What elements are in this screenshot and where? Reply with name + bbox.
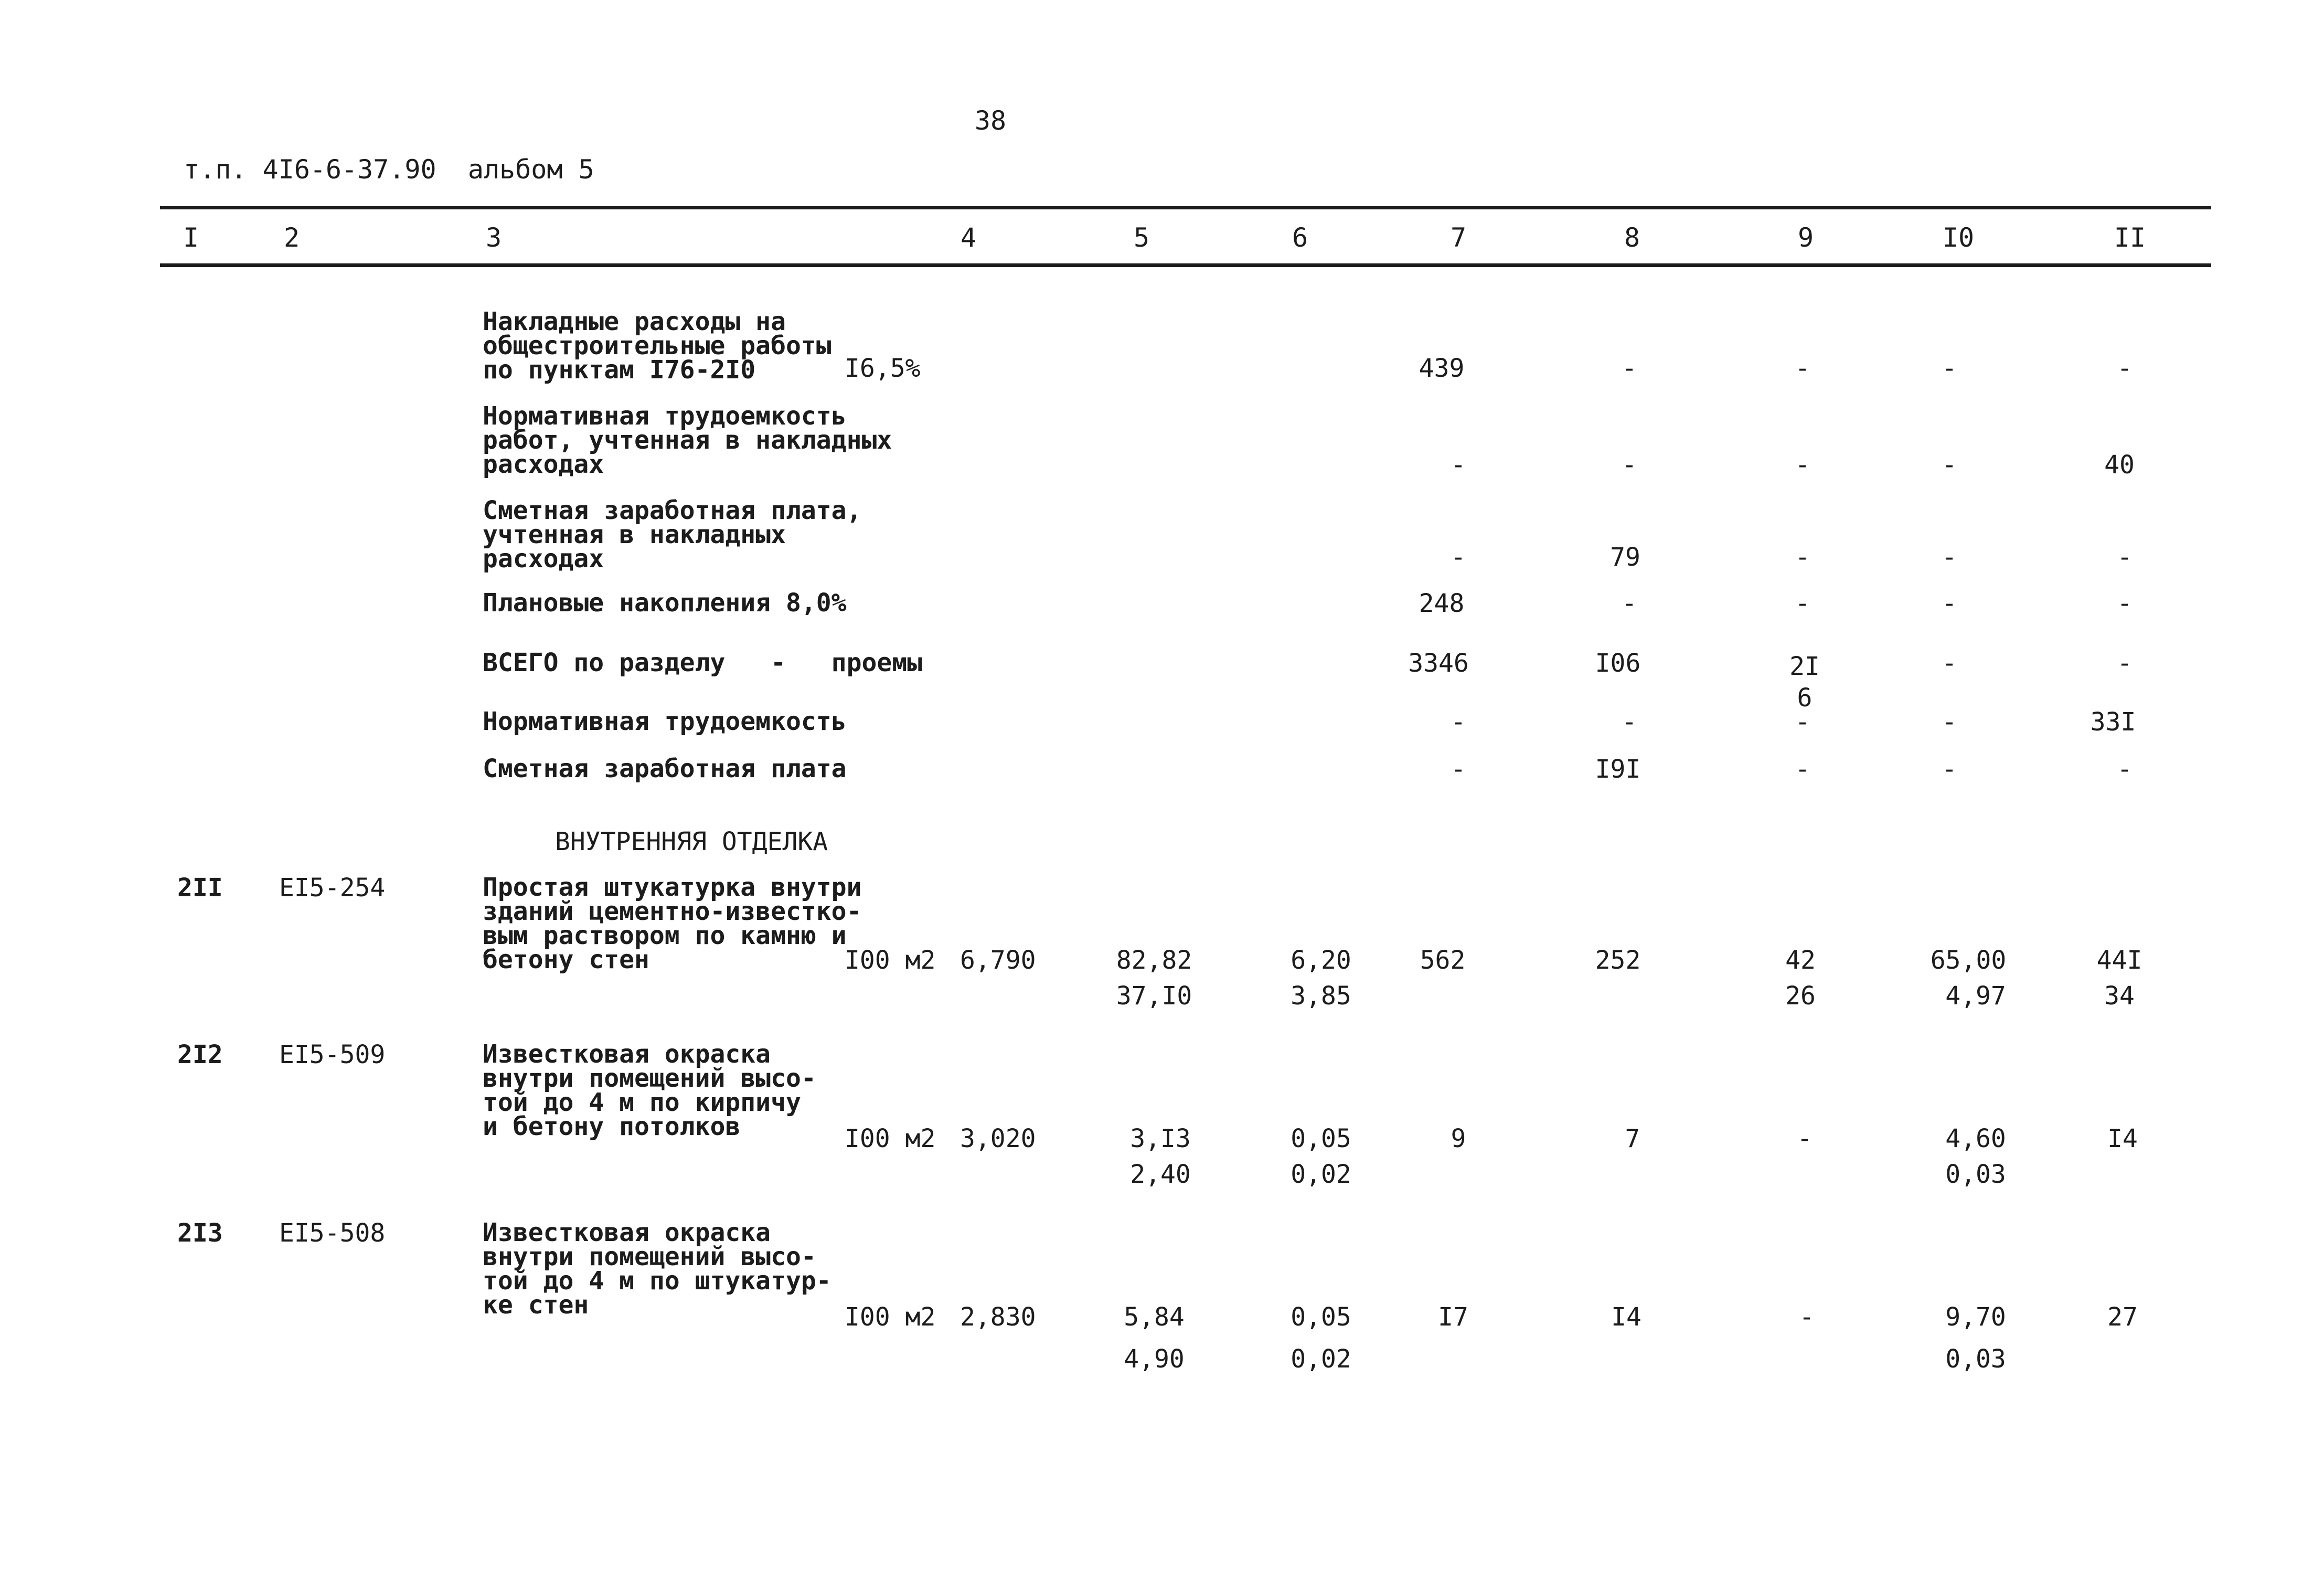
cell-col7: I7 bbox=[1438, 1302, 1468, 1332]
row-label: Нормативная трудоемкость bbox=[483, 707, 847, 736]
cell-col9: 42 bbox=[1785, 946, 1816, 975]
cell-col11: - bbox=[2117, 755, 2133, 784]
column-header: 2 bbox=[283, 222, 300, 253]
cell-col8: 79 bbox=[1610, 543, 1640, 572]
column-header: 6 bbox=[1292, 222, 1308, 253]
item-number: 2I2 bbox=[177, 1040, 223, 1069]
item-code: EI5-254 bbox=[279, 873, 386, 903]
cell-col6-sub: 0,02 bbox=[1291, 1160, 1351, 1189]
row-label: Сметная заработная плата, учтенная в накладных расходах bbox=[483, 496, 862, 574]
section-title: ВНУТРЕННЯЯ ОТДЕЛКА bbox=[555, 827, 828, 856]
cell-col9: - bbox=[1795, 543, 1810, 572]
cell-col11: I4 bbox=[2107, 1124, 2138, 1153]
item-unit: I00 м2 bbox=[845, 1302, 936, 1332]
cell-col7: - bbox=[1451, 450, 1466, 480]
cell-col5: 82,82 bbox=[1116, 946, 1192, 975]
cell-col6-sub: 3,85 bbox=[1291, 981, 1351, 1011]
header-bottom-rule bbox=[160, 263, 2211, 267]
cell-col8: I06 bbox=[1595, 649, 1641, 678]
column-header: 9 bbox=[1797, 222, 1814, 253]
row-label: Нормативная трудоемкость работ, учтенная в накладных расходах bbox=[483, 401, 892, 479]
cell-col10-sub: 0,03 bbox=[1945, 1160, 2006, 1189]
cell-col11: 27 bbox=[2107, 1302, 2138, 1332]
column-header: I bbox=[183, 222, 199, 253]
cell-col7: - bbox=[1451, 755, 1466, 784]
cell-col10: 65,00 bbox=[1930, 946, 2007, 975]
cell-col6-sub: 0,02 bbox=[1291, 1344, 1351, 1374]
column-header: 8 bbox=[1624, 222, 1640, 253]
cell-col8: I4 bbox=[1611, 1302, 1641, 1332]
cell-col11: - bbox=[2117, 649, 2133, 678]
cell-col9: - bbox=[1795, 450, 1810, 480]
cell-col7: - bbox=[1451, 707, 1466, 737]
cell-col5-sub: 4,90 bbox=[1124, 1344, 1185, 1374]
cell-col10-sub: 0,03 bbox=[1945, 1344, 2006, 1374]
cell-col5-sub: 37,I0 bbox=[1116, 981, 1192, 1011]
cell-col8: I9I bbox=[1595, 755, 1641, 784]
cell-col8: 7 bbox=[1625, 1124, 1640, 1153]
column-header: 4 bbox=[960, 222, 977, 253]
cell-col11-sub: 34 bbox=[2104, 981, 2135, 1011]
cell-col7: 3346 bbox=[1408, 649, 1469, 678]
cell-col11: 40 bbox=[2104, 450, 2135, 480]
cell-col10: - bbox=[1942, 589, 1957, 618]
cell-col9: - bbox=[1799, 1302, 1815, 1332]
cell-col9: - bbox=[1795, 707, 1810, 737]
item-unit: I00 м2 bbox=[845, 1124, 936, 1153]
cell-col11: 44I bbox=[2096, 946, 2142, 975]
item-number: 2II bbox=[177, 873, 223, 903]
document-reference: т.п. 4I6-6-37.90 альбом 5 bbox=[184, 154, 594, 185]
column-header: 3 bbox=[485, 222, 502, 253]
cell-col10: 9,70 bbox=[1945, 1302, 2006, 1332]
cell-col9: - bbox=[1795, 755, 1810, 784]
item-quantity: 6,790 bbox=[960, 946, 1036, 975]
page-number: 38 bbox=[974, 105, 1007, 136]
cell-col10: - bbox=[1942, 543, 1957, 572]
cell-col5-sub: 2,40 bbox=[1130, 1160, 1191, 1189]
cell-col10: - bbox=[1942, 450, 1957, 480]
cell-col11: - bbox=[2117, 543, 2133, 572]
cell-col6: 0,05 bbox=[1291, 1124, 1351, 1153]
cell-col8: 252 bbox=[1595, 946, 1641, 975]
cell-col9: 2I 6 bbox=[1789, 652, 1820, 713]
cell-col7: 248 bbox=[1419, 589, 1465, 618]
item-code: EI5-509 bbox=[279, 1040, 386, 1069]
cell-col8: - bbox=[1622, 589, 1637, 618]
row-label: Сметная заработная плата bbox=[483, 754, 847, 783]
cell-col10: - bbox=[1942, 755, 1957, 784]
cell-col7: 439 bbox=[1419, 354, 1465, 383]
cell-col6: 0,05 bbox=[1291, 1302, 1351, 1332]
cell-col9: - bbox=[1795, 589, 1810, 618]
item-description: Известковая окраска внутри помещений высо- той до 4 м по кирпичу и бетону потолков bbox=[483, 1040, 816, 1141]
cell-col8: - bbox=[1622, 450, 1637, 480]
cell-col9: - bbox=[1795, 354, 1810, 383]
cell-col10: - bbox=[1942, 649, 1957, 678]
cell-col11: 33I bbox=[2090, 707, 2136, 737]
column-header: I0 bbox=[1942, 222, 1975, 253]
cell-col7: 9 bbox=[1451, 1124, 1466, 1153]
item-quantity: 2,830 bbox=[960, 1302, 1036, 1332]
row-label: Накладные расходы на общестроительные работы по пунктам I76-2I0 bbox=[483, 307, 831, 385]
rate-value: I6,5% bbox=[845, 354, 921, 383]
cell-col10-sub: 4,97 bbox=[1945, 981, 2006, 1011]
cell-col8: - bbox=[1622, 354, 1637, 383]
cell-col11: - bbox=[2117, 354, 2133, 383]
cell-col8: - bbox=[1622, 707, 1637, 737]
item-number: 2I3 bbox=[177, 1218, 223, 1248]
cell-col5: 5,84 bbox=[1124, 1302, 1185, 1332]
column-header: 7 bbox=[1450, 222, 1467, 253]
row-label: ВСЕГО по разделу - проемы bbox=[483, 648, 923, 677]
item-unit: I00 м2 bbox=[845, 946, 936, 975]
cell-col9-sub: 26 bbox=[1785, 981, 1816, 1011]
cell-col7: 562 bbox=[1420, 946, 1466, 975]
cell-col10: - bbox=[1942, 354, 1957, 383]
header-top-rule bbox=[160, 206, 2211, 209]
item-quantity: 3,020 bbox=[960, 1124, 1036, 1153]
cell-col5: 3,I3 bbox=[1130, 1124, 1191, 1153]
cell-col11: - bbox=[2117, 589, 2133, 618]
cell-col7: - bbox=[1451, 543, 1466, 572]
column-header: 5 bbox=[1133, 222, 1150, 253]
item-description: Простая штукатурка внутри зданий цементно-известко- вым раствором по камню и бетону стен bbox=[483, 873, 862, 974]
cell-col6: 6,20 bbox=[1291, 946, 1351, 975]
row-label: Плановые накопления 8,0% bbox=[483, 588, 847, 618]
cell-col9: - bbox=[1797, 1124, 1813, 1153]
column-header: II bbox=[2114, 222, 2146, 253]
cell-col10: - bbox=[1942, 707, 1957, 737]
item-code: EI5-508 bbox=[279, 1218, 386, 1248]
cell-col10: 4,60 bbox=[1945, 1124, 2006, 1153]
item-description: Известковая окраска внутри помещений высо- той до 4 м по штукатур- ке стен bbox=[483, 1218, 831, 1320]
